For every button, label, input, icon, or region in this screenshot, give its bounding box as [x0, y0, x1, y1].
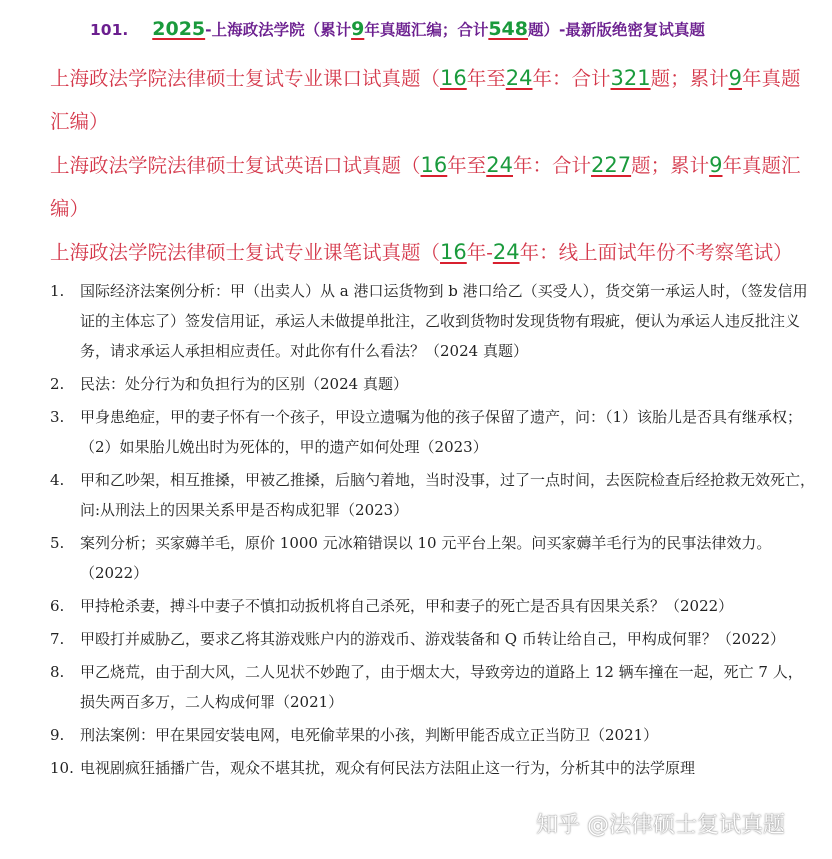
section-oral-professional [50, 57, 810, 143]
list-item [50, 624, 815, 654]
years-count: 9 [728, 66, 742, 90]
question-number: 9. [50, 726, 65, 744]
question-number: 8. [50, 663, 65, 681]
item-number: 101. [90, 21, 129, 39]
header-text-b: 年真题汇编；合计 [364, 21, 489, 39]
document-header [90, 18, 820, 40]
section-written-professional [50, 231, 810, 274]
question-number: 1. [50, 282, 65, 300]
year-to: 24 [486, 153, 513, 177]
year-to: 24 [492, 240, 520, 264]
question-text: 案列分析；买家薅羊毛，原价 1000 元冰箱错误以 10 元平台上架。问买家薅羊毛行为的民事法律效力。（2022） [80, 534, 772, 582]
section-text: 年至 [447, 154, 487, 177]
list-item [50, 369, 815, 399]
list-item [50, 753, 815, 783]
question-text: 甲持枪杀妻，搏斗中妻子不慎扣动扳机将自己杀死，甲和妻子的死亡是否具有因果关系？（2022） [80, 597, 734, 615]
section-text: 题；累计 [631, 154, 710, 177]
question-count-highlight: 548 [488, 18, 528, 40]
list-item [50, 528, 815, 588]
question-number: 6. [50, 597, 65, 615]
question-text: 甲殴打并威胁乙，要求乙将其游戏账户内的游戏币、游戏装备和 Q 币转让给自己，甲构成何罪？（2022） [80, 630, 786, 648]
question-text: 电视剧疯狂插播广告，观众不堪其扰，观众有何民法方法阻止这一行为，分析其中的法学原理 [80, 759, 696, 777]
section-text: 上海政法学院法律硕士复试专业课口试真题（ [50, 67, 441, 90]
list-item [50, 276, 815, 366]
section-text: 上海政法学院法律硕士复试专业课笔试真题（ [50, 241, 441, 264]
question-count: 321 [610, 66, 651, 90]
question-text: 国际经济法案例分析：甲（出卖人）从 a 港口运货物到 b 港口给乙（买受人），货交第一承运人时，（签发信用证的主体忘了）签发信用证，承运人未做提单批注，乙收到货物时发现货物有瑕疵，便认为承运人违反批注义务，请求承运人承担相应责任。对此你有什么看法？（2024 真题） [80, 282, 808, 360]
list-item [50, 402, 815, 462]
section-text: 年- [466, 241, 493, 264]
question-count: 227 [591, 153, 632, 177]
section-text: 题；累计 [650, 67, 729, 90]
question-number: 4. [50, 471, 65, 489]
years-count-highlight: 9 [351, 18, 365, 40]
question-text: 甲和乙吵架，相互推搡，甲被乙推搡，后脑勺着地，当时没事，过了一点时间，去医院检查后经抢救无效死亡，问:从刑法上的因果关系甲是否构成犯罪（2023） [80, 471, 816, 519]
question-number: 5. [50, 534, 65, 552]
section-text: 年真题汇编） [50, 67, 801, 133]
question-text: 甲乙烧荒，由于刮大风，二人见状不妙跑了，由于烟太大，导致旁边的道路上 12 辆车撞在一起，死亡 7 人，损失两百多万，二人构成何罪（2021） [80, 663, 803, 711]
question-text: 甲身患绝症，甲的妻子怀有一个孩子，甲设立遗嘱为他的孩子保留了遗产，问：（1）该胎儿是否具有继承权；（2）如果胎儿娩出时为死体的，甲的遗产如何处理（2023） [80, 408, 803, 456]
year-to: 24 [505, 66, 533, 90]
list-item [50, 465, 815, 525]
header-text-a: -上海政法学院（累计 [205, 21, 352, 39]
section-text: 年：合计 [532, 67, 611, 90]
question-number: 10. [50, 759, 74, 777]
question-text: 民法：处分行为和负担行为的区别（2024 真题） [80, 375, 408, 393]
list-item [50, 720, 815, 750]
question-number: 3. [50, 408, 65, 426]
question-number: 7. [50, 630, 65, 648]
section-text: 年：线上面试年份不考察笔试） [519, 241, 793, 264]
section-text: 年至 [466, 67, 506, 90]
section-oral-english [50, 144, 810, 230]
watermark: 知乎 @法律硕士复试真题 [536, 813, 785, 838]
header-text-c: 题）-最新版绝密复试真题 [528, 21, 705, 39]
list-item [50, 591, 815, 621]
year-from: 16 [440, 240, 467, 264]
question-text: 刑法案例：甲在果园安装电网，电死偷苹果的小孩，判断甲能否成立正当防卫（2021） [80, 726, 659, 744]
section-text: 年真题汇编） [50, 154, 801, 220]
years-count: 9 [709, 153, 723, 177]
question-list [50, 276, 815, 786]
year-highlight: 2025 [152, 18, 206, 40]
section-text: 上海政法学院法律硕士复试英语口试真题（ [50, 154, 421, 177]
section-text: 年：合计 [513, 154, 592, 177]
question-number: 2. [50, 375, 65, 393]
year-from: 16 [440, 66, 467, 90]
list-item [50, 657, 815, 717]
year-from: 16 [420, 153, 448, 177]
